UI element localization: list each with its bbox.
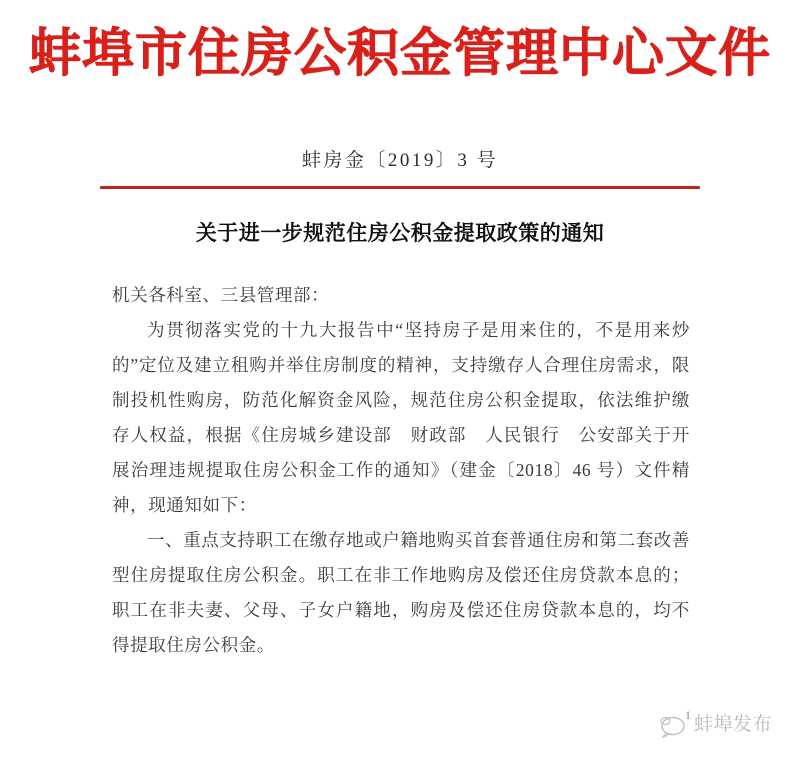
watermark-label: 蚌埠发布 xyxy=(694,714,773,735)
body-paragraph-1: 为贯彻落实党的十九大报告中“坚持房子是用来住的，不是用来炒的”定位及建立租购并举住房制度的精神，支持缴存人合理住房需求，限制投机性购房，防范化解资金风险，规范住房公积金提取，依法维护缴存人权益，根据《住房城乡建设部 财政部 人民银行 公安部关于开展治理违规提取住房公积金工作的通知》（建金〔2018〕46 号）文件精神，现通知如下： xyxy=(112,320,690,515)
document-number: 蚌房金〔2019〕3 号 xyxy=(301,150,499,171)
watermark-superscript: 1 xyxy=(685,708,691,722)
salutation-line: 机关各科室、三县管理部： xyxy=(112,285,330,305)
notice-title: 关于进一步规范住房公积金提取政策的通知 xyxy=(195,222,605,245)
document-masthead-title: 蚌埠市住房公积金管理中心文件 xyxy=(28,25,771,83)
footer-watermark xyxy=(660,708,773,738)
body-paragraph-2: 一、重点支持职工在缴存地或户籍地购买首套普通住房和第二套改善型住房提取住房公积金。职工在非工作地购房及偿还住房贷款本息的；职工在非夫妻、父母、子女户籍地，购房及偿还住房贷款本息的，均不得提取住房公积金。 xyxy=(112,530,690,655)
red-separator-rule xyxy=(100,186,700,189)
document-body xyxy=(112,278,690,663)
speech-bubble-icon xyxy=(660,708,691,738)
